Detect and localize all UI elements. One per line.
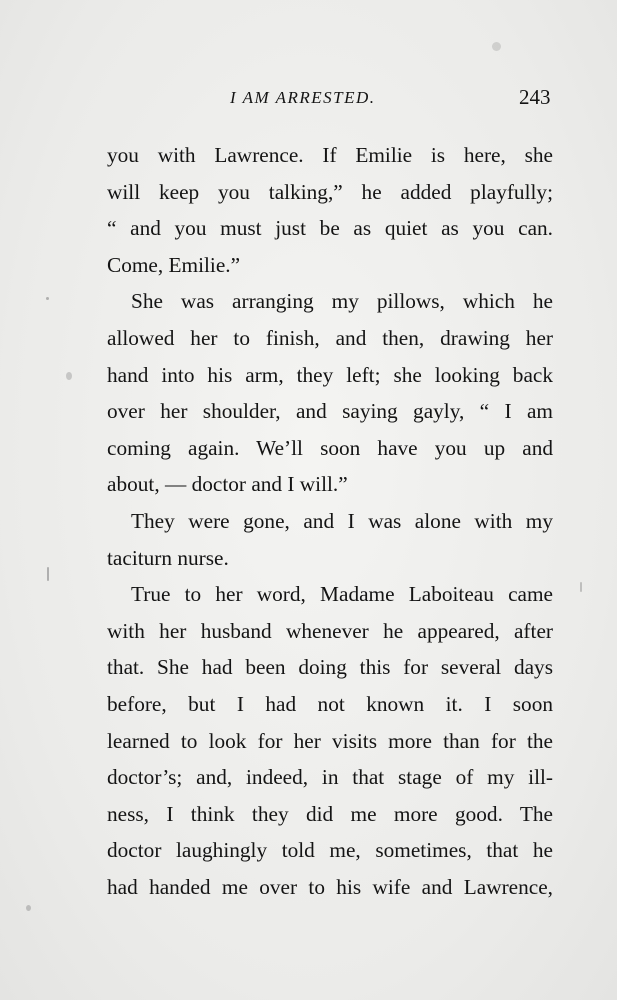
text-line: Come, Emilie.”: [107, 252, 241, 277]
running-head-title: I AM ARRESTED.: [230, 88, 376, 107]
body-text: [107, 137, 553, 905]
text-line: learned to look for her visits more than for the: [107, 728, 553, 753]
paper-speck: [47, 567, 49, 581]
paper-speck: [26, 905, 31, 911]
text-line: “ and you must just be as quiet as you can.: [107, 216, 553, 241]
text-line: before, but I had not known it. I soon: [107, 691, 553, 716]
text-line: ness, I think they did me more good. The: [107, 801, 553, 826]
paper-speck: [580, 582, 582, 592]
text-line: that. She had been doing this for several days: [107, 655, 553, 680]
text-line: taciturn nurse.: [107, 545, 229, 570]
paper-speck: [492, 42, 501, 51]
text-line: doctor’s; and, indeed, in that stage of my ill-: [107, 765, 553, 790]
text-line: about, — doctor and I will.”: [107, 472, 348, 497]
running-head: [0, 85, 617, 112]
text-line: had handed me over to his wife and Lawrence,: [107, 874, 553, 899]
text-line: you with Lawrence. If Emilie is here, she: [107, 143, 553, 167]
paper-speck: [46, 297, 49, 300]
text-line: They were gone, and I was alone with my: [131, 508, 553, 533]
text-line: allowed her to finish, and then, drawing her: [107, 325, 553, 350]
text-line: She was arranging my pillows, which he: [131, 289, 553, 314]
paper-speck: [66, 372, 72, 380]
text-line: coming again. We’ll soon have you up and: [107, 435, 553, 460]
text-line: True to her word, Madame Laboiteau came: [131, 582, 553, 607]
text-line: will keep you talking,” he added playfully;: [107, 179, 553, 204]
text-line: over her shoulder, and saying gayly, “ I am: [107, 399, 553, 424]
text-line: hand into his arm, they left; she looking back: [107, 362, 553, 387]
text-line: with her husband whenever he appeared, after: [107, 618, 553, 643]
text-line: doctor laughingly told me, sometimes, that he: [107, 838, 553, 863]
page-number: 243: [519, 85, 551, 109]
